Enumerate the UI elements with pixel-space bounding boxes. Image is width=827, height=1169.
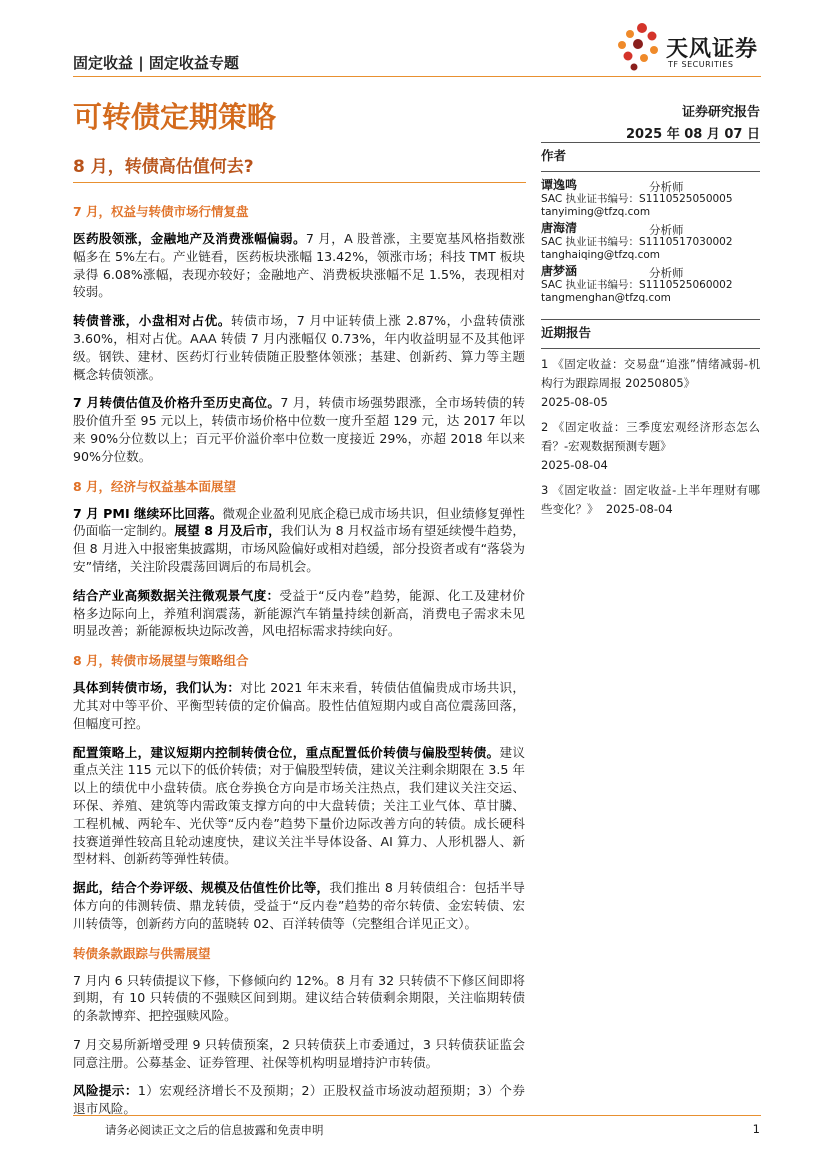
paragraph [73, 744, 525, 869]
author-name: 唐梦涵 [541, 264, 578, 278]
recent-report-title: 3 《固定收益：固定收益-上半年理财有哪些变化？》 [541, 483, 760, 516]
sidebar-divider [541, 348, 760, 349]
author-name: 唐海清 [541, 221, 578, 235]
author-name: 谭逸鸣 [541, 178, 578, 192]
paragraph-lead: 7 月 PMI 继续环比回落。 [73, 505, 223, 521]
brand-name: 天风证券 [666, 37, 759, 62]
recent-report-item[interactable] [541, 481, 760, 519]
author-card [541, 264, 760, 305]
paragraph-lead: 配置策略上，建议短期内控制转债仓位，重点配置低价转债与偏股型转债。 [73, 744, 500, 760]
paragraph [73, 879, 525, 932]
recent-report-date: 2025-08-05 [541, 395, 608, 409]
paragraph-lead: 转债普涨，小盘相对占优。 [73, 313, 231, 329]
brand-logo [612, 20, 762, 72]
sidebar [541, 142, 760, 525]
author-email[interactable]: tanghaiqing@tfzq.com [541, 249, 661, 261]
author-cert: SAC 执业证书编号：S1110525060002 [541, 279, 733, 291]
paragraph-lead: 风险提示： [73, 1083, 138, 1099]
section-heading: 8 月，经济与权益基本面展望 [73, 478, 237, 494]
page-title: 可转债定期策略 [73, 100, 277, 134]
section-heading: 8 月，转债市场展望与策略组合 [73, 653, 249, 669]
brand-name-en: TF SECURITIES [668, 60, 734, 69]
paragraph-text: 建议重点关注 115 元以下的低价转债；对于偏股型转债，建议关注剩余期限在 3.5 年以上的绩优中小盘转债。底仓券换仓方向是市场关注热点，我们建议关注交运、环保、养殖、建筑等内需政策支撑方向的中大盘转债；关注工业气体、草甘膦、工程机械、两轮车、光伏等“反内卷”趋势下量价边际改善方向的转债。成长硬科技赛道弹性较高且轮动速度快，建议关注半导体设备、AI 算力、人形机器人、新型材料、创新药等弹性转债。 [73, 744, 526, 867]
recent-report-item[interactable] [541, 355, 760, 412]
author-role: 分析师 [649, 223, 684, 237]
paragraph [73, 972, 525, 1025]
authors-heading: 作者 [541, 148, 567, 163]
report-date: 2025 年 08 月 07 日 [626, 127, 760, 142]
paragraph-text: 转债市场，7 月中证转债上涨 2.87%，小盘转债涨 3.60%，相对占优。AAA 转债 7 月内涨幅仅 0.73%，年内收益明显不及其他评级。钢铁、建材、医药灯行业转债随正股整体领涨；基建、创新药、算力等主题概念转债领涨。 [73, 313, 525, 382]
paragraph-text: 受益于“反内卷”趋势，能源、化工及建材价格多边际向上，养殖利润震荡，新能源汽车销量持续创新高，消费电子需求未见明显改善；新能源板块边际改善，风电招标需求持续向好。 [73, 587, 525, 639]
author-cert: SAC 执业证书编号：S1110517030002 [541, 236, 733, 248]
paragraph-lead: 具体到转债市场，我们认为： [73, 680, 241, 696]
page-subtitle: 8 月，转债高估值何去? [73, 157, 254, 177]
tf-logo-icon [612, 20, 664, 72]
page-number: 1 [752, 1122, 760, 1136]
paragraph [73, 505, 525, 576]
author-card [541, 178, 760, 219]
paragraph-text: 对比 2021 年末来看，转债估值偏贵成市场共识，尤其对中等平价、平衡型转债的定价偏高。股性估值短期内或自高位震荡回落，但幅度可控。 [73, 680, 526, 731]
recent-report-title: 2 《固定收益：三季度宏观经济形态怎么看？-宏观数据预测专题》 [541, 420, 760, 453]
author-email[interactable]: tanyiming@tfzq.com [541, 206, 651, 218]
report-category: 固定收益 | 固定收益专题 [73, 54, 239, 72]
author-cert: SAC 执业证书编号：S1110525050005 [541, 193, 733, 205]
recent-reports-heading: 近期报告 [541, 325, 592, 340]
paragraph-text: 7 月，转债市场强势跟涨，全市场转债的转股价值升至 95 元以上，转债市场价格中位数一度升至超 129 元，达 2017 年以来 90%分位数以上；百元平价溢价率中位数一度接近 29%，亦超 2018 年以来 90%分位数。 [73, 395, 525, 464]
paragraph-text: 7 月，A 股普涨，主要宽基风格指数涨幅多在 5%左右。产业链看，医药板块涨幅 13.42%，领涨市场；科技 TMT 板块录得 6.08%涨幅，表现亦较好；金融地产、消费板块涨幅不足 1.5%，表现相对较弱。 [73, 231, 525, 300]
sidebar-divider [541, 171, 760, 172]
recent-report-date: 2025-08-04 [605, 502, 673, 516]
recent-report-item[interactable] [541, 418, 760, 475]
paragraph-lead: 7 月转债估值及价格升至历史高位。 [73, 395, 281, 411]
paragraph-lead: 据此，结合个券评级、规模及估值性价比等， [73, 880, 330, 896]
paragraph-text: 1）宏观经济增长不及预期；2）正股权益市场波动超预期；3）个券退市风险。 [73, 1083, 525, 1117]
paragraph-text: 我们认为 8 月权益市场有望延续慢牛趋势，但 8 月进入中报密集披露期，市场风险偏好或相对趋缓，部分投资者或有“落袋为安”情绪，关注阶段震荡回调后的布局机会。 [73, 523, 525, 574]
paragraph-lead: 医药股领涨，金融地产及消费涨幅偏弱。 [73, 231, 306, 246]
subtitle-divider [73, 182, 526, 183]
main-content [73, 196, 525, 1129]
paragraph-lead: 结合产业高频数据关注微观景气度： [73, 587, 280, 603]
section-heading: 7 月，权益与转债市场行情复盘 [73, 204, 249, 219]
author-card [541, 221, 760, 262]
recent-report-title: 1 《固定收益：交易盘“追涨”情绪减弱-机构行为跟踪周报 20250805》 [541, 357, 760, 390]
section-heading: 转债条款跟踪与供需展望 [73, 945, 211, 961]
risk-warning [73, 1082, 525, 1118]
author-role: 分析师 [649, 180, 684, 194]
paragraph-text: 微观企业盈利见底企稳已成市场共识，但业绩修复弹性仍面临一定制约。 [73, 505, 526, 539]
sidebar-divider [541, 142, 760, 143]
author-email[interactable]: tangmenghan@tfzq.com [541, 292, 671, 304]
footer-divider [73, 1115, 761, 1116]
paragraph [73, 679, 525, 732]
paragraph-text: 7 月内 6 只转债提议下修，下修倾向约 12%。8 月有 32 只转债不下修区间即将到期，有 10 只转债的不强赎区间到期。建议结合转债剩余期限，关注临期转债的条款博弈、把控强赎风险。 [73, 972, 525, 1024]
paragraph [73, 312, 525, 383]
report-type: 证券研究报告 [681, 105, 760, 120]
paragraph [73, 230, 525, 301]
author-role: 分析师 [649, 266, 684, 280]
paragraph-text: 我们推出 8 月转债组合：包括半导体方向的伟测转债、鼎龙转债，受益于“反内卷”趋势的帝尔转债、金宏转债、宏川转债等，创新药方向的蓝晓转 02、百洋转债等（完整组合详见正文）。 [73, 880, 525, 931]
footer-disclaimer: 请务必阅读正文之后的信息披露和免责申明 [105, 1123, 324, 1137]
paragraph [73, 394, 525, 465]
paragraph-lead: 展望 8 月及后市， [174, 523, 281, 539]
paragraph [73, 587, 525, 640]
recent-report-date: 2025-08-04 [541, 458, 608, 472]
sidebar-divider [541, 319, 760, 320]
paragraph-text: 7 月交易所新增受理 9 只转债预案，2 只转债获上市委通过，3 只转债获证监会同意注册。公募基金、证券管理、社保等机构明显增持沪市转债。 [73, 1036, 525, 1070]
header-divider [73, 76, 761, 77]
paragraph [73, 1036, 525, 1072]
